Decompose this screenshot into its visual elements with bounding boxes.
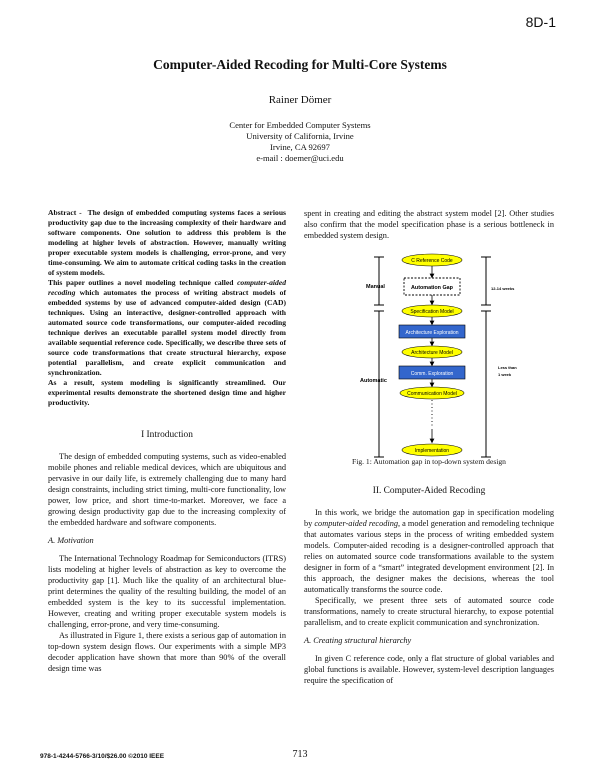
abstract-p2-a: This paper outlines a novel modeling technique called	[48, 278, 234, 287]
abstract-p1: The design of embedded computing systems faces a serious productivity gap due to the increasing complexity of their hardware and software components. One solution to address this problem is the modeling at higher levels of abstraction. However, manually writing proper executable system models is challenging, error-prone, and very time-consuming. We aim to automate critical coding tasks in the creation of system models.	[48, 208, 286, 277]
node-communication-model-label: Communication Model	[407, 391, 457, 397]
node-implementation-label: Implementation	[414, 448, 450, 454]
automatic-label: Automatic	[360, 378, 387, 384]
affiliation-line: Center for Embedded Computer Systems	[229, 120, 371, 130]
abstract	[48, 208, 286, 408]
manual-label: Manual	[366, 284, 385, 290]
left-column	[48, 208, 286, 674]
page-number: 713	[292, 749, 308, 760]
recoding-p1-b: , a model generation and remodeling technique that automates various steps in the process of writing embedded system models. Computer-aided recoding is a designer-controlled approach that relies on automated source code transformations available to the system designer in form of a “smart” integrated development environment [2]. In this approach, the designer makes the decisions, whereas the tool automatically transforms the source code.	[304, 519, 554, 594]
section-heading-intro: I Introduction	[141, 430, 193, 440]
less-than-label-2: 1 week	[498, 372, 512, 377]
node-c-reference-label: C Reference Code	[411, 258, 453, 264]
section-heading-recoding: II. Computer-Aided Recoding	[372, 486, 486, 496]
session-id: 8D-1	[525, 14, 556, 30]
subsection-motivation: A. Motivation	[48, 536, 94, 545]
automation-gap-diagram	[304, 245, 554, 470]
node-specification-model-label: Specification Model	[410, 309, 454, 315]
recoding-paragraph	[304, 507, 554, 595]
subsection-structural-hierarchy: A. Creating structural hierarchy	[304, 636, 412, 645]
motivation-paragraph: The International Technology Roadmap for Semiconductors (ITRS) lists modeling at higher levels of abstraction as key to overcome the productivity gap [1]. Much like the quality of an architectural blue-print determines the quality of the resulting building, the model of an embedded system is the key to its successful implementation. However, creating and writing proper executable system models is challenging, error-prone, and very time-consuming.	[48, 554, 286, 629]
node-architecture-exploration-label: Architecture Exploration	[405, 330, 459, 336]
recoding-p1-em: computer-aided recoding	[314, 519, 399, 528]
figure-caption: Fig. 1: Automation gap in top-down system design	[352, 457, 506, 466]
abstract-p2-b: which automates the process of writing abstract models of embedded systems by use of advanced computer-aided design (CAD) techniques. Using an interactive, designer-controlled approach with automated source code transformations, our computer-aided recoding technique derives an executable parallel system model directly from available sequential reference code. Specifically, we describe three sets of source code transformations that create structural hierarchy, expose potential parallelism, and create explicit communication and synchronization.	[48, 288, 286, 377]
paper-title: Computer-Aided Recoding for Multi-Core Systems	[153, 57, 447, 72]
affiliation-line: University of California, Irvine	[246, 131, 354, 141]
abstract-p2-em: computer-aided recoding	[48, 278, 286, 297]
structural-hierarchy-paragraph: In given C reference code, only a flat structure of global variables and global functions is available. However, system-level description languages require the specification of	[304, 654, 554, 685]
motivation-paragraph-2: As illustrated in Figure 1, there exists a serious gap of automation in top-down system design flows. Our experiments with a simple MP3 decoder application have shown that more than 90% of the overall design time was	[48, 631, 286, 673]
node-comm-exploration-label: Comm. Exploration	[410, 371, 454, 377]
continued-paragraph: spent in creating and editing the abstract system model [2]. Other studies also confirm that the model specification phase is a serious bottleneck in embedded system design.	[304, 209, 554, 240]
figure-1	[304, 245, 554, 470]
recoding-paragraph-2: Specifically, we present three sets of automated source code transformations, namely to create structural hierarchy, to expose potential parallelism, and to create explicit communication and synchronization.	[304, 596, 554, 627]
recoding-p1-a: In this work, we bridge the automation gap in specification modeling by	[304, 508, 554, 528]
right-column-top	[304, 208, 554, 241]
abstract-p3: As a result, system modeling is significantly streamlined. Our experimental results demonstrate the shortened design time and higher productivity.	[48, 378, 286, 407]
abstract-label: Abstract -	[48, 208, 82, 217]
right-column-bottom	[304, 482, 554, 686]
footer-isbn: 978-1-4244-5766-3/10/$26.00 ©2010 IEEE	[40, 753, 165, 760]
node-automation-gap-label: Automation Gap	[411, 285, 453, 291]
author: Rainer Dömer	[268, 94, 332, 106]
less-than-label: Less than	[498, 365, 517, 370]
email: e-mail : doemer@uci.edu	[256, 153, 344, 163]
intro-paragraph: The design of embedded computing systems, such as video-enabled mobile phones and reliable medical devices, which are ubiquitous and pervasive in our daily life, is extremely challenging due to many hard design constraints, including strict timing, multi-core functionality, low power, low price, and short time-to-market. Moreover, we face a growing design productivity gap due to the increasing complexity of the embedded hardware and software components.	[48, 452, 286, 527]
node-architecture-model-label: Architecture Model	[411, 350, 453, 356]
affiliation	[0, 120, 600, 164]
affiliation-line: Irvine, CA 92697	[270, 142, 330, 152]
weeks-label: 12-14 weeks	[491, 286, 515, 291]
